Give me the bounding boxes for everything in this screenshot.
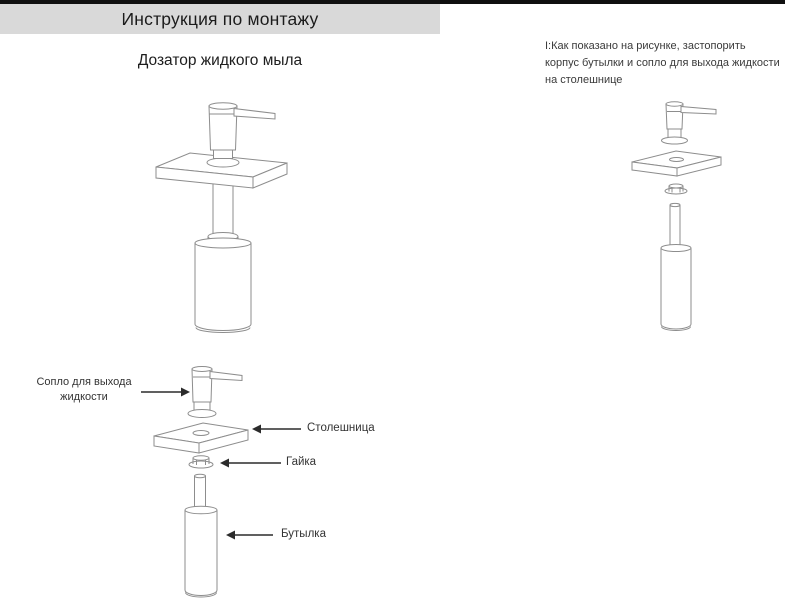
arrow-right-icon xyxy=(140,385,190,404)
label-countertop: Столешница xyxy=(307,422,375,434)
label-bottle: Бутылка xyxy=(281,528,326,540)
product-subtitle: Дозатор жидкого мыла xyxy=(137,52,303,69)
escutcheon-ring-drawing xyxy=(207,158,239,167)
instruction-text: I:Как показано на рисунке, застопорить корпус бутылки и сопло для выхода жидкости на столешнице xyxy=(545,40,780,87)
arrow-left-icon xyxy=(226,528,274,547)
tube-drawing xyxy=(213,182,233,236)
arrow-left-icon xyxy=(220,456,282,475)
bottle-drawing xyxy=(195,233,251,333)
nut-drawing xyxy=(665,184,687,194)
pump-head-drawing xyxy=(662,102,717,144)
page-title: Инструкция по монтажу xyxy=(121,8,319,29)
pump-head-drawing xyxy=(188,367,242,418)
right-exploded-view-drawing xyxy=(622,98,737,333)
label-nozzle: Сопло для выхода жидкости xyxy=(36,376,132,403)
header-bar xyxy=(0,4,440,34)
countertop-plate-drawing xyxy=(632,151,721,176)
nut-drawing xyxy=(189,456,213,468)
arrow-left-icon xyxy=(252,422,302,441)
bottle-drawing xyxy=(661,203,691,330)
pump-head-drawing xyxy=(209,103,275,159)
bottle-drawing xyxy=(185,474,217,597)
label-nut: Гайка xyxy=(286,456,317,468)
assembled-dispenser-drawing xyxy=(148,95,298,340)
countertop-plate-drawing xyxy=(154,423,248,453)
